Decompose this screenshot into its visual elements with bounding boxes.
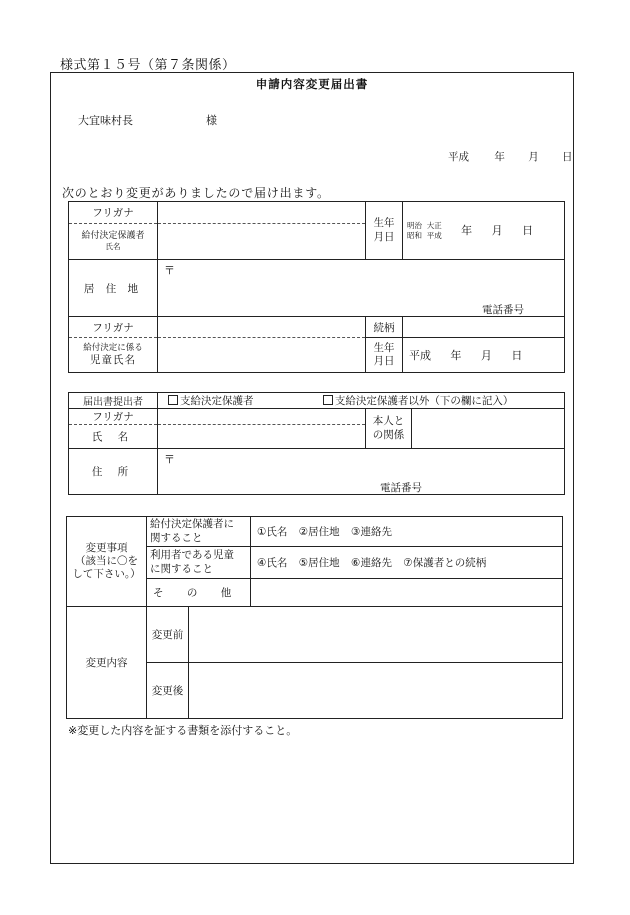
other-change-label: そ の 他 xyxy=(147,579,251,607)
submitter-relation-input[interactable] xyxy=(412,409,565,449)
child-name-label: 給付決定に係る 児童氏名 xyxy=(69,338,158,373)
form-number: 様式第１５号（第７条関係） xyxy=(60,58,236,73)
submission-date xyxy=(448,149,573,164)
submitter-label: 届出書提出者 xyxy=(69,393,158,409)
child-change-label: 利用者である児童 に関すること xyxy=(147,547,251,579)
before-label: 変更前 xyxy=(147,607,189,663)
submitter-option-guardian[interactable]: 支給決定保護者 xyxy=(168,395,254,407)
option-guardian-name[interactable]: ①氏名 xyxy=(257,526,288,538)
submitter-furigana-input[interactable] xyxy=(158,409,366,425)
birth-year: 年 xyxy=(461,223,473,237)
era-options: 明治 大正 昭和 平成 xyxy=(407,220,442,240)
guardian-name-input[interactable] xyxy=(158,224,366,260)
applicant-table xyxy=(68,201,565,373)
date-month: 月 xyxy=(528,151,539,163)
before-input[interactable] xyxy=(189,607,563,663)
child-birthdate-input[interactable] xyxy=(403,338,565,373)
postal-mark: 〒 xyxy=(164,264,175,277)
child-birth-label: 生年 月日 xyxy=(366,338,403,373)
postal-mark: 〒 xyxy=(164,453,175,466)
child-birth-year: 年 xyxy=(450,349,462,362)
submitter-address-label: 住 所 xyxy=(69,449,158,495)
submitter-phone-label: 電話番号 xyxy=(380,482,422,494)
child-name-input[interactable] xyxy=(158,338,366,373)
document-title: 申請内容変更届出書 xyxy=(255,77,369,91)
submitter-furigana-label: フリガナ xyxy=(69,409,158,425)
submitter-name-label: 氏 名 xyxy=(69,425,158,449)
child-change-options[interactable] xyxy=(251,547,563,579)
guardian-change-label: 給付決定保護者に 関すること xyxy=(147,517,251,547)
submitter-name-input[interactable] xyxy=(158,425,366,449)
date-era: 平成 xyxy=(448,151,469,163)
guardian-furigana-label: フリガナ xyxy=(69,202,158,224)
guardian-birth-label: 生年 月日 xyxy=(366,202,403,260)
footnote: ※変更した内容を証する書類を添付すること。 xyxy=(68,724,298,737)
child-furigana-label: フリガナ xyxy=(69,317,158,338)
intro-text: 次のとおり変更がありましたので届け出ます。 xyxy=(62,186,330,200)
change-items-label: 変更事項 （該当に〇を して下さい。） xyxy=(67,517,147,607)
option-child-name[interactable]: ④氏名 xyxy=(257,557,288,569)
child-birth-month: 月 xyxy=(480,349,492,362)
change-table xyxy=(66,516,563,719)
submitter-option-other[interactable]: 支給決定保護者以外（下の欄に記入） xyxy=(323,395,514,407)
after-label: 変更後 xyxy=(147,663,189,719)
child-furigana-input[interactable] xyxy=(158,317,366,338)
child-era: 平成 xyxy=(409,349,431,362)
other-change-input[interactable] xyxy=(251,579,563,607)
child-relation-label: 続柄 xyxy=(366,317,403,338)
option-child-relation[interactable]: ⑦保護者との続柄 xyxy=(403,557,487,569)
honorific: 様 xyxy=(206,114,217,127)
guardian-address-input[interactable] xyxy=(158,260,565,317)
change-content-label: 変更内容 xyxy=(67,607,147,719)
submitter-relation-label: 本人と の関係 xyxy=(366,409,412,449)
after-input[interactable] xyxy=(189,663,563,719)
birth-month: 月 xyxy=(491,223,503,237)
addressee: 大宜味村長 xyxy=(78,114,133,127)
checkbox-icon xyxy=(168,395,178,405)
guardian-name-label: 給付決定保護者 氏名 xyxy=(69,224,158,260)
date-year: 年 xyxy=(494,151,505,163)
option-guardian-contact[interactable]: ③連絡先 xyxy=(351,526,392,538)
submitter-table xyxy=(68,392,565,495)
guardian-phone-label: 電話番号 xyxy=(482,304,524,316)
date-day: 日 xyxy=(562,151,573,163)
option-child-contact[interactable]: ⑥連絡先 xyxy=(351,557,392,569)
guardian-birthdate-input[interactable] xyxy=(403,202,565,260)
child-relation-input[interactable] xyxy=(403,317,565,338)
birth-day: 日 xyxy=(522,223,534,237)
guardian-change-options[interactable] xyxy=(251,517,563,547)
submitter-address-input[interactable] xyxy=(158,449,565,495)
checkbox-icon xyxy=(323,395,333,405)
guardian-furigana-input[interactable] xyxy=(158,202,366,224)
option-child-address[interactable]: ⑤居住地 xyxy=(298,557,340,569)
guardian-address-label: 居 住 地 xyxy=(69,260,158,317)
option-guardian-address[interactable]: ②居住地 xyxy=(298,526,340,538)
child-birth-day: 日 xyxy=(511,349,523,362)
